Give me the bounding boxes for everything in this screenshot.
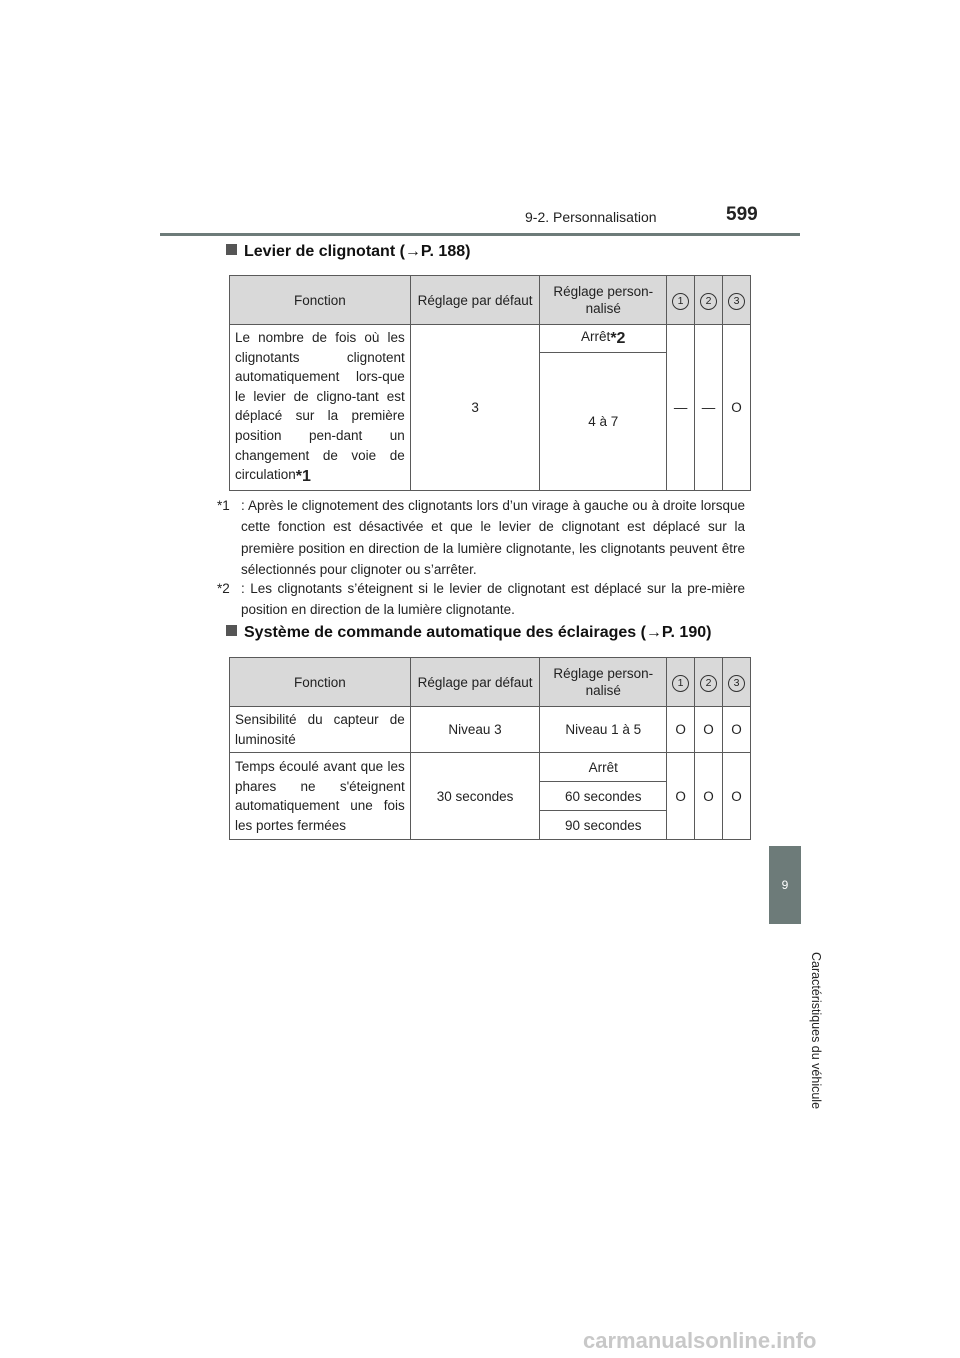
watermark: carmanualsonline.info — [583, 1328, 817, 1353]
section-header: 9-2. Personnalisation — [525, 209, 657, 225]
col2-cell: O — [695, 753, 723, 840]
header-col3 — [723, 276, 751, 325]
header-fonction: Fonction — [230, 276, 411, 325]
circled-2-icon: 2 — [700, 293, 717, 310]
function-cell: Temps écoulé avant que les phares ne s'éteignent automatiquement une fois les portes fermées — [230, 753, 411, 840]
header-col2 — [695, 276, 723, 325]
col2-cell: — — [695, 325, 723, 491]
header-col1 — [667, 658, 695, 707]
footnote — [217, 495, 745, 580]
footnote-text: : Après le clignotement des clignotants lors d’un virage à gauche ou à droite lorsque cette fonction est désactivée et que le levier de clignotant est déplacé sur la première position en direction de la lumière clignotante, les clignotants peuvent être sélectionnés pour clignoter ou s’arrêter. — [241, 498, 745, 577]
footnote-mark: *2 — [217, 581, 230, 596]
default-cell: 3 — [410, 325, 540, 491]
custom-cell: Arrêt$^{*2}$ — [540, 325, 667, 353]
header-custom: Réglage person-nalisé — [540, 276, 667, 325]
settings-table — [229, 657, 751, 840]
header-col1 — [667, 276, 695, 325]
function-cell: Le nombre de fois où les clignotants clignotent automatiquement lors-que le levier de cligno-tant est déplacé sur la première position pen-dant un changement de voie de circulation$^{*1}$ — [230, 325, 411, 491]
header-rule — [160, 233, 800, 236]
custom-cell: 90 secondes — [540, 811, 667, 840]
chapter-tab — [769, 846, 801, 924]
circled-1-icon: 1 — [672, 675, 689, 692]
custom-cell: Arrêt — [540, 753, 667, 782]
col1-cell: — — [667, 325, 695, 491]
custom-cell: 4 à 7 — [540, 352, 667, 490]
circled-3-icon: 3 — [728, 675, 745, 692]
footnote-mark: *2 — [610, 329, 626, 347]
page-number: 599 — [726, 204, 758, 225]
header-default: Réglage par défaut — [410, 276, 540, 325]
header-fonction: Fonction — [230, 658, 411, 707]
footnote-mark: *1 — [217, 498, 230, 513]
col3-cell: O — [723, 753, 751, 840]
col3-cell: O — [723, 325, 751, 491]
circled-2-icon: 2 — [700, 675, 717, 692]
section-title: Système de commande automatique des éclairages (→P. 190) — [226, 624, 711, 642]
default-cell: 30 secondes — [410, 753, 540, 840]
square-bullet-icon — [226, 244, 237, 255]
circled-3-icon: 3 — [728, 293, 745, 310]
footnote-mark: *1 — [295, 468, 311, 486]
col1-cell: O — [667, 753, 695, 840]
circled-1-icon: 1 — [672, 293, 689, 310]
function-cell: Sensibilité du capteur de luminosité — [230, 707, 411, 753]
section-title: Levier de clignotant (→P. 188) — [226, 243, 470, 261]
header-default: Réglage par défaut — [410, 658, 540, 707]
chapter-label: Caractéristiques du véhicule — [809, 952, 823, 1110]
footnote-text: : Les clignotants s’éteignent si le levier de clignotant est déplacé sur la pre-mière position en direction de la lumière clignotante. — [241, 581, 745, 618]
col2-cell: O — [695, 707, 723, 753]
square-bullet-icon — [226, 625, 237, 636]
custom-cell: Niveau 1 à 5 — [540, 707, 667, 753]
default-cell: Niveau 3 — [410, 707, 540, 753]
custom-cell: 60 secondes — [540, 782, 667, 811]
settings-table — [229, 275, 751, 491]
col3-cell: O — [723, 707, 751, 753]
footnote — [217, 578, 745, 621]
chapter-number: 9 — [781, 878, 789, 892]
header-col2 — [695, 658, 723, 707]
col1-cell: O — [667, 707, 695, 753]
header-custom: Réglage person-nalisé — [540, 658, 667, 707]
header-col3 — [723, 658, 751, 707]
